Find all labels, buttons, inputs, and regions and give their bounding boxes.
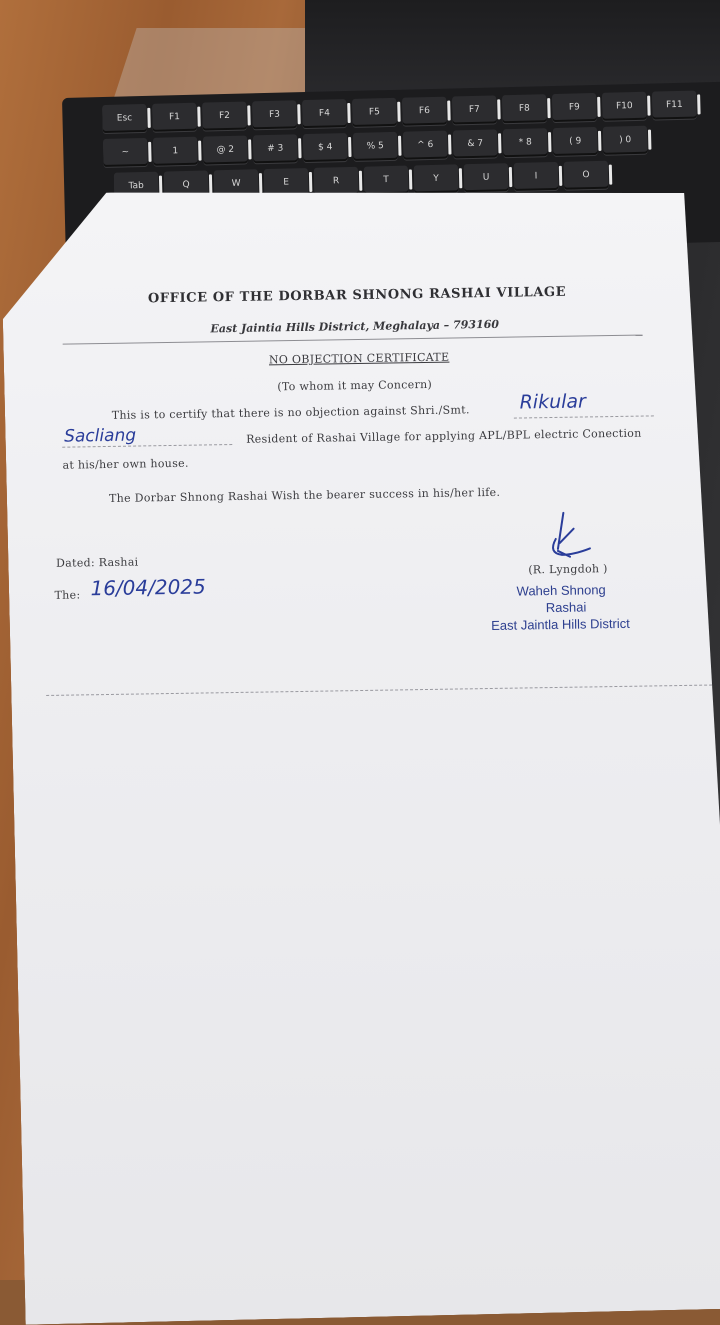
key-f9: F9 [552,93,597,122]
handwritten-last-name: Sacliang [63,425,137,447]
key-e: E [264,168,309,197]
key-f1: F1 [152,103,197,132]
key-6: ^ 6 [403,131,448,160]
key-tab: Tab [114,172,159,201]
resident-line: Resident of Rashai Village for applying APL/BPL electric Conection [246,426,642,446]
wish-line: The Dorbar Shnong Rashai Wish the bearer success in his/her life. [108,485,501,505]
own-house-line: at his/her own house. [62,456,189,472]
office-heading: OFFICE OF THE DORBAR SHNONG RASHAI VILLAGE [147,284,567,307]
stamp-title: Waheh Shnong [516,582,606,599]
dated-label: Dated: Rashai [55,555,139,570]
cut-line [46,685,712,696]
salutation: (To whom it may Concern) [277,377,433,394]
key-o: O [564,161,609,190]
handwritten-date: 16/04/2025 [90,574,206,601]
key-7: & 7 [453,129,498,158]
name-blank-line [514,415,654,418]
key-4: $ 4 [303,133,348,162]
key-f6: F6 [402,97,447,126]
stamp-village: Rashai [545,599,587,616]
key-w: W [214,169,259,198]
key-2: @ 2 [203,135,248,164]
key-f4: F4 [302,99,347,128]
date-label: The: [54,588,81,602]
key-y: Y [414,164,459,193]
certify-line: This is to certify that there is no objection against Shri./Smt. [111,403,470,422]
signature-mark [533,508,594,569]
key-tilde: ~ [103,138,148,167]
key-f10: F10 [602,92,647,121]
key-5: % 5 [353,132,398,161]
signatory-name: (R. Lyngdoh ) [528,562,608,577]
key-1: 1 [153,137,198,166]
key-f8: F8 [502,94,547,123]
key-f5: F5 [352,98,397,127]
key-f2: F2 [202,102,247,131]
key-f3: F3 [252,100,297,129]
key-3: # 3 [253,134,298,163]
key-i: I [514,162,559,191]
key-q: Q [164,170,209,199]
key-f11: F11 [652,91,697,120]
stamp-district: East Jaintla Hills District [491,615,630,633]
key-u: U [464,163,509,192]
key-9: ( 9 [553,127,598,156]
header-rule [63,335,643,345]
key-esc: Esc [102,104,147,133]
key-8: * 8 [503,128,548,157]
key-t: T [364,166,409,195]
key-f7: F7 [452,95,497,124]
key-0: ) 0 [603,126,648,155]
certificate-title: NO OBJECTION CERTIFICATE [268,350,450,367]
key-r: R [314,167,359,196]
handwritten-first-name: Rikular [519,390,587,414]
office-address: East Jaintia Hills District, Meghalaya – 793160 [210,317,500,336]
